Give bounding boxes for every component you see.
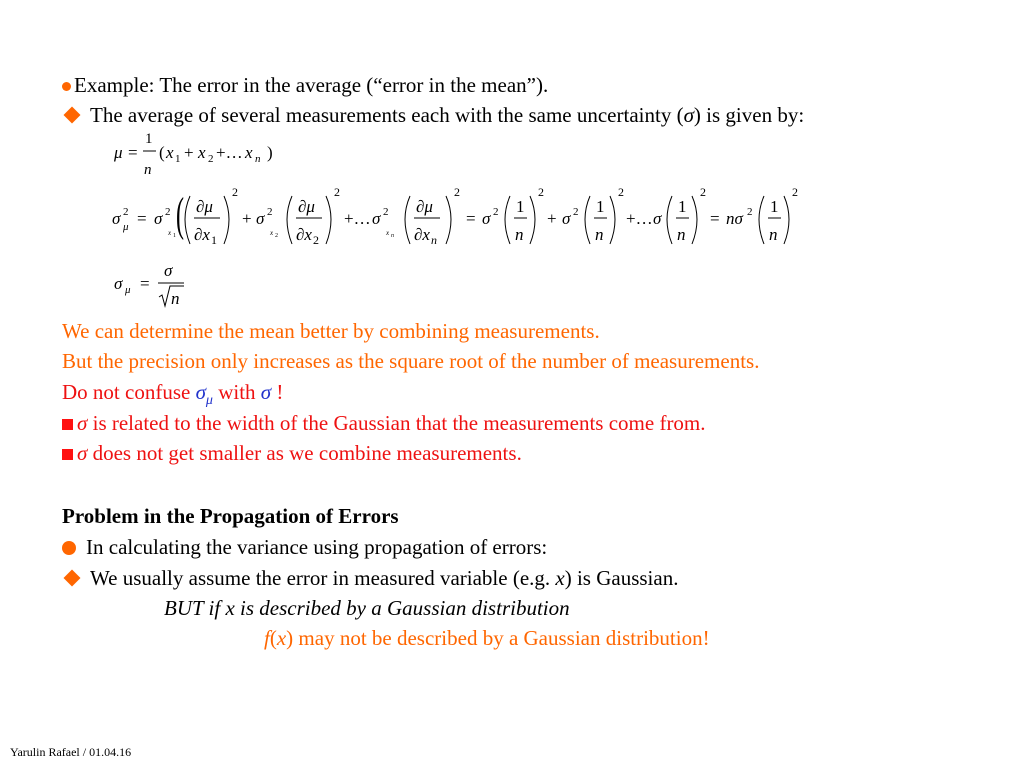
svg-text:σ: σ <box>114 274 123 293</box>
diamond-bullet-icon <box>64 570 81 587</box>
svg-text:): ) <box>267 143 273 162</box>
fx-paren: ( <box>269 626 277 650</box>
svg-text:(: ( <box>159 143 165 162</box>
sigma-mu-subscript: μ <box>205 393 213 409</box>
svg-text:σ: σ <box>653 209 662 228</box>
but-if-line <box>164 595 570 621</box>
fx-text: ) may not be described by a Gaussian distribution! <box>286 626 710 650</box>
average-text-post: ) is given by: <box>693 103 805 127</box>
svg-text:2: 2 <box>275 233 278 239</box>
svg-text:n: n <box>144 162 152 178</box>
svg-text:n: n <box>769 225 778 244</box>
svg-text:∂μ: ∂μ <box>196 197 213 216</box>
sigma-symbol-red: σ <box>77 411 88 435</box>
svg-text:n: n <box>255 153 261 165</box>
svg-text:σ: σ <box>256 209 265 228</box>
svg-text:+…: +… <box>626 209 653 228</box>
fx-line <box>264 625 710 651</box>
svg-text:σ: σ <box>164 262 173 280</box>
svg-text:2: 2 <box>618 185 624 199</box>
svg-text:σ: σ <box>154 209 163 228</box>
footer-credit: Yarulin Rafael / 01.04.16 <box>10 745 132 759</box>
svg-text:1: 1 <box>678 197 687 216</box>
svg-text:x: x <box>166 143 174 162</box>
svg-text:1: 1 <box>173 233 176 239</box>
sigma-mu-symbol <box>195 380 213 409</box>
x-variable: x <box>555 566 565 590</box>
svg-text:2: 2 <box>538 185 544 199</box>
svg-text:1: 1 <box>175 153 181 165</box>
svg-text:(: ( <box>176 188 184 242</box>
svg-text:2: 2 <box>700 185 706 199</box>
f-function: f <box>264 626 270 650</box>
square-bullet-icon <box>62 419 73 430</box>
svg-text:=: = <box>140 274 150 293</box>
svg-text:+…: +… <box>216 143 243 162</box>
svg-text:σ: σ <box>562 209 571 228</box>
mean-better-line: We can determine the mean better by combining measurements. <box>62 319 600 343</box>
svg-text:x: x <box>168 229 172 237</box>
svg-text:1: 1 <box>516 197 525 216</box>
svg-text:2: 2 <box>747 206 753 218</box>
variance-equation <box>110 182 810 252</box>
svg-text:σ: σ <box>112 209 121 228</box>
svg-text:n: n <box>391 233 394 239</box>
svg-text:n: n <box>171 289 180 308</box>
svg-text:1: 1 <box>770 197 779 216</box>
svg-text:2: 2 <box>313 233 319 247</box>
svg-text:∂μ: ∂μ <box>416 197 433 216</box>
svg-text:x: x <box>270 229 274 237</box>
svg-text:=: = <box>710 209 720 228</box>
svg-text:n: n <box>677 225 686 244</box>
svg-text:2: 2 <box>573 206 579 218</box>
svg-text:=: = <box>128 143 138 162</box>
svg-text:x: x <box>245 143 253 162</box>
svg-text:+: + <box>242 209 252 228</box>
svg-text:2: 2 <box>792 185 798 199</box>
svg-text:2: 2 <box>267 206 273 218</box>
smaller-text: does not get smaller as we combine measurements. <box>87 441 522 465</box>
but-if-text: BUT if x is described by a Gaussian distribution <box>164 596 570 620</box>
svg-text:μ: μ <box>125 284 131 296</box>
example-text: Example: The error in the average (“error in the mean”). <box>74 73 549 97</box>
assume-line <box>62 565 678 591</box>
svg-text:=: = <box>137 209 147 228</box>
mean-equation <box>112 128 312 178</box>
svg-text:2: 2 <box>208 153 214 165</box>
sigma-symbol-blue: σ <box>260 380 272 404</box>
svg-text:2: 2 <box>334 185 340 199</box>
svg-text:x: x <box>386 229 390 237</box>
problem-heading <box>62 503 399 529</box>
svg-text:1: 1 <box>145 131 153 147</box>
svg-text:2: 2 <box>493 206 499 218</box>
diamond-bullet-icon <box>64 107 81 124</box>
sigma-symbol-red: σ <box>77 441 88 465</box>
svg-text:σ: σ <box>482 209 491 228</box>
confuse-with-text: with <box>212 380 261 404</box>
svg-text:1: 1 <box>596 197 605 216</box>
svg-text:+: + <box>547 209 557 228</box>
square-bullet-icon <box>62 449 73 460</box>
svg-text:2: 2 <box>165 206 171 218</box>
svg-text:∂x: ∂x <box>414 225 430 244</box>
svg-text:+: + <box>184 143 194 162</box>
sigma-symbol: σ <box>683 103 694 127</box>
svg-text:2: 2 <box>232 185 238 199</box>
confuse-bang: ! <box>271 380 284 404</box>
sigma-mu-equation <box>112 262 232 312</box>
svg-text:=: = <box>466 209 476 228</box>
circle-bullet-icon <box>62 82 71 91</box>
svg-text:x: x <box>198 143 206 162</box>
svg-text:nσ: nσ <box>726 209 743 228</box>
related-text: is related to the width of the Gaussian that the measurements come from. <box>87 411 706 435</box>
average-text-pre: The average of several measurements each with the same uncertainty ( <box>90 103 684 127</box>
svg-text:∂μ: ∂μ <box>298 197 315 216</box>
svg-text:∂x: ∂x <box>194 225 210 244</box>
calculating-text: In calculating the variance using propagation of errors: <box>86 535 548 559</box>
sigma-mu-sigma: σ <box>195 380 206 404</box>
calculating-line <box>62 534 547 560</box>
svg-text:n: n <box>431 233 437 247</box>
average-line <box>62 102 804 128</box>
problem-heading-text: Problem in the Propagation of Errors <box>62 504 399 528</box>
precision-line: But the precision only increases as the square root of the number of measurements. <box>62 349 760 373</box>
fx-variable: x <box>276 626 287 650</box>
svg-text:2: 2 <box>123 206 129 218</box>
svg-text:2: 2 <box>383 206 389 218</box>
svg-text:n: n <box>595 225 604 244</box>
svg-text:∂x: ∂x <box>296 225 312 244</box>
confuse-text-pre: Do not confuse <box>62 380 196 404</box>
circle-bullet-icon <box>62 541 76 555</box>
assume-text-post: ) is Gaussian. <box>564 566 679 590</box>
svg-text:σ: σ <box>372 209 381 228</box>
smaller-line <box>62 440 522 466</box>
svg-text:+…: +… <box>344 209 371 228</box>
related-line <box>62 410 706 436</box>
svg-text:1: 1 <box>211 233 217 247</box>
svg-text:μ: μ <box>114 143 123 162</box>
svg-text:n: n <box>515 225 524 244</box>
svg-text:2: 2 <box>454 185 460 199</box>
svg-text:μ: μ <box>123 221 129 233</box>
confuse-line <box>62 379 283 414</box>
example-line <box>62 72 548 98</box>
assume-text-pre: We usually assume the error in measured variable (e.g. <box>90 566 556 590</box>
